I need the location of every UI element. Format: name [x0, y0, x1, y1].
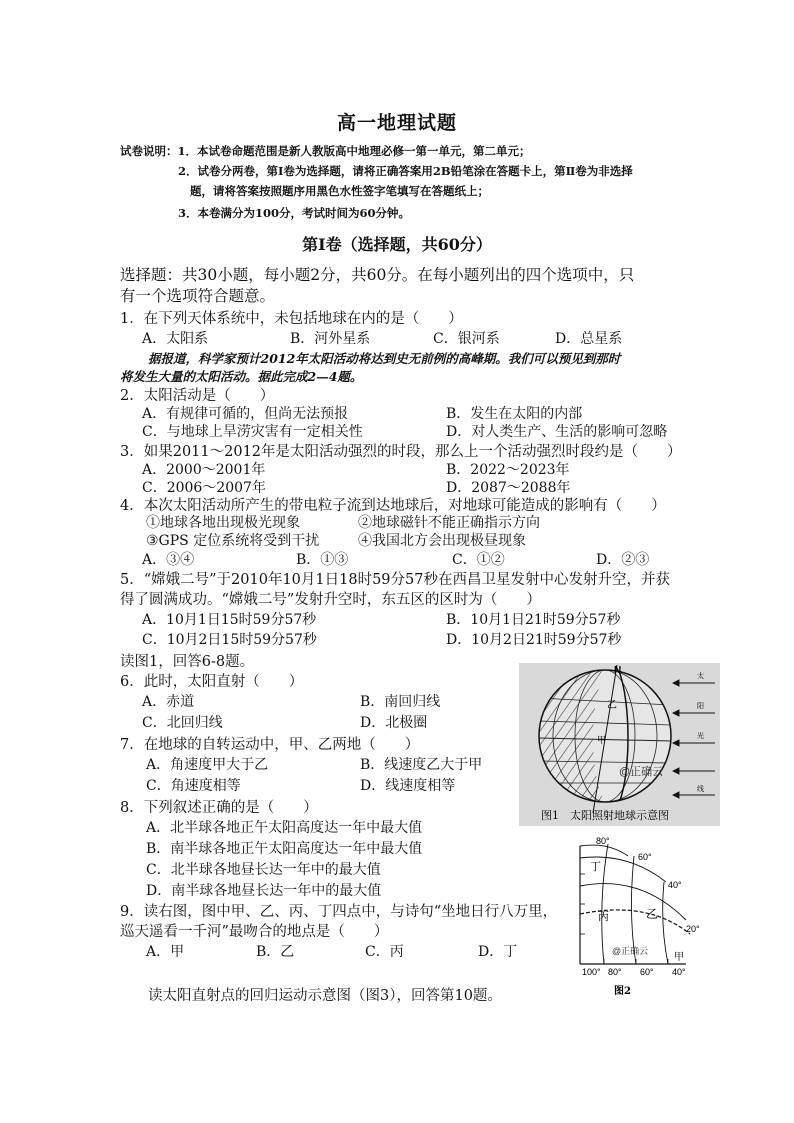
fig2-lat-80: 80° [596, 836, 610, 846]
q8-option-d: D．南半球各地昼长达一年中的最大值 [146, 883, 382, 899]
q5-option-d: D．10月2日21时59分57秒 [446, 632, 622, 648]
label-n: N [614, 665, 622, 676]
note-2a: 2．试卷分两卷，第Ⅰ卷为选择题，请将正确答案用2B铅笔涂在答题卡上，第Ⅱ卷为非选择 [178, 164, 633, 178]
watermark-fig1: @正确云 [619, 766, 664, 778]
q3-option-c: C．2006～2007年 [142, 480, 266, 496]
q5-stem-1: 5．“嫦娥二号”于2010年10月1日18时59分57秒在西昌卫星发射中心发射升空，并获 [120, 572, 670, 588]
q7-option-b: B．线速度乙大于甲 [360, 757, 483, 773]
q2-option-d: D．对人类生产、生活的影响可忽略 [446, 424, 668, 440]
q7-stem: 7．在地球的自转运动中，甲、乙两地（ ） [120, 737, 420, 753]
q1-option-a: A．太阳系 [142, 331, 209, 347]
fig2-label-yi: 乙 [646, 907, 659, 921]
figure-1 [519, 663, 720, 826]
figure-2-caption: 图2 [614, 986, 631, 997]
q9-stem-2: 巡天遥看一千河”最吻合的地点是（ ） [120, 924, 389, 940]
note-3: 3．本卷满分为100分，考试时间为60分钟。 [178, 206, 411, 220]
q2-stem: 2．太阳活动是（ ） [120, 388, 275, 404]
q8-stem: 8．下列叙述正确的是（ ） [120, 800, 318, 816]
q2-option-a: A．有规律可循的，但尚无法预报 [142, 406, 349, 422]
label-jia: 甲 [597, 735, 607, 745]
q6-option-d: D．北极圈 [360, 715, 428, 731]
q4-option-d: D．②③ [596, 552, 650, 568]
q8-option-b: B．南半球各地正午太阳高度达一年中最大值 [146, 841, 423, 857]
ray-label-2: 阳 [697, 703, 704, 710]
q7-option-c: C．角速度相等 [146, 778, 241, 794]
q2-option-b: B．发生在太阳的内部 [446, 406, 583, 422]
q3-option-d: D．2087～2088年 [446, 480, 571, 496]
q4-option-b: B．①③ [296, 552, 349, 568]
fig2-dashed-line [580, 910, 690, 934]
q8-option-c: C．北半球各地昼长达一年中的最大值 [146, 862, 381, 878]
q4-option-a: A．③④ [142, 552, 195, 568]
instructions-line2: 有一个选项符合题意。 [120, 287, 276, 305]
q9-stem-1: 9．读右图，图中甲、乙、丙、丁四点中，与诗句“坐地日行八万里， [120, 904, 558, 920]
section-title: 第Ⅰ卷（选择题，共60分） [302, 235, 492, 254]
q6-option-a: A．赤道 [142, 694, 195, 710]
ray-label-1: 太 [697, 673, 704, 680]
fig2-lon-100: 100° [582, 967, 601, 977]
q4-item-1: ①地球各地出现极光现象 [146, 515, 300, 531]
q1-option-b: B．河外星系 [290, 331, 371, 347]
q6-option-c: C．北回归线 [142, 715, 223, 731]
figure-1-caption: 图1 太阳照射地球示意图 [541, 809, 669, 822]
figure-2 [568, 834, 708, 999]
q6-option-b: B．南回归线 [360, 694, 441, 710]
q2-option-c: C．与地球上旱涝灾害有一定相关性 [142, 424, 363, 440]
watermark-fig2: @正确云 [612, 946, 649, 956]
read-fig1: 读图1，回答6-8题。 [120, 654, 255, 670]
fig2-label-ding: 丁 [590, 860, 601, 873]
fig2-label-bing: 丙 [598, 910, 609, 923]
q9-option-a: A．甲 [146, 944, 185, 960]
fig2-label-jia: 甲 [674, 952, 684, 963]
q5-stem-2: 得了圆满成功。“嫦娥二号”发射升空时，东五区的区时为（ ） [120, 592, 541, 608]
fig2-lat-20: 20° [686, 924, 700, 934]
label-yi: 乙 [607, 700, 617, 711]
ray-label-3: 光 [697, 733, 704, 740]
fig2-lat-40: 40° [668, 880, 682, 890]
q7-option-a: A．角速度甲大于乙 [146, 757, 269, 773]
q9-option-b: B．乙 [256, 944, 295, 960]
q3-option-a: A．2000～2001年 [142, 462, 266, 478]
fig2-lon-80: 80° [608, 967, 622, 977]
note-1: 试卷说明：1．本试卷命题范围是新人教版高中地理必修一第一单元，第二单元； [120, 144, 531, 158]
figure-1-diagram [519, 663, 720, 826]
q4-item-4: ④我国北方会出现极昼现象 [358, 533, 526, 549]
q1-option-c: C．银河系 [433, 331, 500, 347]
note-2b: 题，请将答案按照题序用黑色水性签字笔填写在答题纸上； [190, 184, 489, 198]
q9-option-d: D．丁 [478, 944, 518, 960]
q7-option-d: D．线速度相等 [360, 778, 456, 794]
fig2-lat-60: 60° [638, 852, 652, 862]
passage-line2: 将发生大量的太阳活动。据此完成2—4题。 [120, 369, 363, 384]
q4-option-c: C．①② [452, 552, 505, 568]
fig2-lon-60: 60° [640, 967, 654, 977]
q4-item-3: ③GPS 定位系统将受到干扰 [146, 533, 320, 549]
q3-option-b: B．2022～2023年 [446, 462, 570, 478]
q1-option-d: D．总星系 [555, 331, 623, 347]
q5-option-c: C．10月2日15时59分57秒 [142, 632, 317, 648]
q5-option-a: A．10月1日15时59分57秒 [142, 612, 317, 628]
q4-item-2: ②地球磁针不能正确指示方向 [358, 515, 540, 531]
q6-stem: 6．此时，太阳直射（ ） [120, 674, 304, 690]
q8-option-a: A．北半球各地正午太阳高度达一年中最大值 [146, 820, 423, 836]
q5-option-b: B．10月1日21时59分57秒 [446, 612, 621, 628]
q4-stem: 4．本次太阳活动所产生的带电粒子流到达地球后，对地球可能造成的影响有（ ） [120, 498, 666, 514]
read-fig3: 读太阳直射点的回归运动示意图（图3），回答第10题。 [148, 988, 502, 1004]
q3-stem: 3．如果2011～2012年是太阳活动强烈的时段，那么上一个活动强烈时段约是（ ） [120, 444, 682, 460]
q1-stem: 1．在下列天体系统中，未包括地球在内的是（ ） [120, 311, 463, 327]
q9-option-c: C．丙 [365, 944, 404, 960]
page-title: 高一地理试题 [336, 112, 457, 134]
fig2-lon-40: 40° [672, 967, 686, 977]
figure-2-diagram [568, 834, 708, 999]
instructions-line1: 选择题：共30小题，每小题2分，共60分。在每小题列出的四个选项中，只 [120, 266, 635, 284]
passage-line1: 据报道，科学家预计2012年太阳活动将达到史无前例的高峰期。我们可以预见到那时 [148, 351, 621, 366]
ray-label-4: 线 [697, 786, 704, 793]
